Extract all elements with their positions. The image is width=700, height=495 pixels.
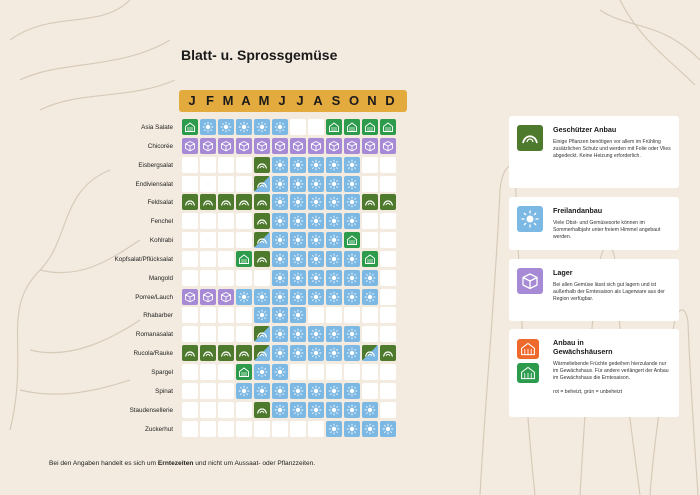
legend-text: Viele Obst- und Gemüsesorte können im Sommerhalbjahr unter freiem Himmel angebaut werden. bbox=[553, 220, 661, 241]
month-label: J bbox=[296, 93, 304, 108]
cell-freiland bbox=[344, 402, 360, 418]
cell-empty bbox=[218, 326, 234, 342]
cell-empty bbox=[326, 364, 342, 380]
cell-empty bbox=[236, 232, 252, 248]
cell-freiland bbox=[272, 213, 288, 229]
greenhouse-heated-icon bbox=[517, 339, 539, 359]
cell-empty bbox=[218, 270, 234, 286]
cell-empty bbox=[200, 176, 216, 192]
cell-empty bbox=[290, 364, 306, 380]
cell-empty bbox=[182, 307, 198, 323]
cell-empty bbox=[362, 232, 378, 248]
cell-freiland bbox=[236, 383, 252, 399]
legend-gewaechshaus bbox=[509, 329, 679, 417]
legend-lager bbox=[509, 259, 679, 321]
cell-geschuetzt bbox=[236, 345, 252, 361]
cell-empty bbox=[236, 326, 252, 342]
cell-empty bbox=[380, 383, 396, 399]
cell-geschuetzt bbox=[218, 194, 234, 210]
cell-empty bbox=[254, 421, 270, 437]
cell-empty bbox=[362, 307, 378, 323]
vegetable-label: Mangold bbox=[148, 274, 173, 282]
lettuce-sketch-top bbox=[10, 0, 180, 120]
cell-freiland bbox=[254, 119, 270, 135]
cell-empty bbox=[218, 232, 234, 248]
legend-title: Geschützer Anbau bbox=[553, 125, 617, 134]
calendar-row bbox=[182, 119, 398, 138]
cell-freiland bbox=[290, 402, 306, 418]
vegetable-label: Spinat bbox=[155, 387, 173, 395]
cell-empty bbox=[326, 307, 342, 323]
calendar-row bbox=[182, 251, 398, 270]
cell-freiland bbox=[290, 270, 306, 286]
cell-geschuetzt bbox=[182, 345, 198, 361]
cell-lager bbox=[272, 138, 288, 154]
cell-freiland bbox=[344, 421, 360, 437]
cell-freiland bbox=[362, 402, 378, 418]
cell-freiland bbox=[344, 194, 360, 210]
month-label: F bbox=[206, 93, 214, 108]
cell-gewaechshaus bbox=[344, 232, 360, 248]
leaf-sketch-top-right bbox=[600, 0, 700, 90]
page-title: Blatt- u. Sprossgemüse bbox=[181, 47, 338, 63]
calendar-row bbox=[182, 213, 398, 232]
cell-empty bbox=[182, 176, 198, 192]
cell-geschuetzt bbox=[200, 345, 216, 361]
calendar-row bbox=[182, 383, 398, 402]
cell-empty bbox=[218, 307, 234, 323]
cell-freiland bbox=[326, 194, 342, 210]
cell-empty bbox=[236, 402, 252, 418]
cell-freiland bbox=[308, 289, 324, 305]
cell-empty bbox=[182, 232, 198, 248]
box-icon bbox=[517, 268, 543, 294]
cell-empty bbox=[362, 213, 378, 229]
cell-freiland bbox=[272, 119, 288, 135]
cell-freiland bbox=[272, 364, 288, 380]
footnote-after: und nicht um Aussaat- oder Pflanzzeiten. bbox=[193, 460, 316, 467]
harvest-calendar-grid bbox=[182, 119, 398, 439]
cell-freiland bbox=[308, 213, 324, 229]
cell-empty bbox=[290, 119, 306, 135]
cell-empty bbox=[182, 251, 198, 267]
cell-freiland bbox=[254, 364, 270, 380]
cell-freiland bbox=[254, 307, 270, 323]
cell-freiland bbox=[290, 157, 306, 173]
cell-freiland bbox=[308, 345, 324, 361]
cell-freiland bbox=[218, 119, 234, 135]
cell-empty bbox=[200, 421, 216, 437]
month-label: A bbox=[313, 93, 323, 108]
cell-freiland bbox=[362, 421, 378, 437]
cell-empty bbox=[380, 326, 396, 342]
footnote-bold: Erntezeiten bbox=[157, 460, 194, 467]
cell-geschuetzt bbox=[254, 402, 270, 418]
cell-empty bbox=[308, 364, 324, 380]
cell-freiland bbox=[326, 232, 342, 248]
cell-freiland bbox=[326, 326, 342, 342]
cell-empty bbox=[380, 176, 396, 192]
cell-freiland bbox=[290, 213, 306, 229]
cell-freiland bbox=[326, 157, 342, 173]
cell-geschuetzt bbox=[182, 194, 198, 210]
cell-empty bbox=[236, 270, 252, 286]
cell-freiland bbox=[326, 345, 342, 361]
calendar-row bbox=[182, 270, 398, 289]
cell-empty bbox=[218, 421, 234, 437]
legend-title: Lager bbox=[553, 268, 573, 277]
greenhouse-unheated-icon bbox=[517, 363, 539, 383]
cell-lager bbox=[218, 289, 234, 305]
cell-geschuetzt bbox=[254, 157, 270, 173]
cell-empty bbox=[200, 232, 216, 248]
cell-empty bbox=[236, 213, 252, 229]
cell-lager bbox=[326, 138, 342, 154]
calendar-row bbox=[182, 402, 398, 421]
cell-empty bbox=[344, 307, 360, 323]
month-label: J bbox=[278, 93, 286, 108]
cell-empty bbox=[308, 307, 324, 323]
cell-freiland bbox=[308, 251, 324, 267]
cell-freiland bbox=[344, 383, 360, 399]
cell-freiland bbox=[308, 402, 324, 418]
cell-empty bbox=[218, 364, 234, 380]
vegetable-label: Zuckerhut bbox=[145, 425, 173, 433]
calendar-row bbox=[182, 176, 398, 195]
legend-text: Einige Pflanzen benötigen vor allem im Frühling zusätzlichen Schutz und werden mit Folie oder Vlies abgedeckt. Keine Heizung erforderlich. bbox=[553, 139, 671, 160]
cell-empty bbox=[182, 402, 198, 418]
cell-freiland bbox=[272, 307, 288, 323]
cell-freiland bbox=[290, 194, 306, 210]
month-label: S bbox=[331, 93, 341, 108]
vegetable-label: Feldsalat bbox=[147, 199, 173, 207]
cell-freiland bbox=[272, 289, 288, 305]
cell-freiland bbox=[272, 194, 288, 210]
cell-freiland bbox=[326, 251, 342, 267]
cell-empty bbox=[200, 251, 216, 267]
cell-empty bbox=[380, 157, 396, 173]
cell-geschuetzt-freiland bbox=[254, 326, 270, 342]
vegetable-label: Eisbergsalat bbox=[138, 161, 173, 169]
cell-geschuetzt bbox=[362, 194, 378, 210]
cell-geschuetzt bbox=[380, 194, 396, 210]
vegetable-label: Porree/Lauch bbox=[135, 293, 173, 301]
cell-empty bbox=[200, 326, 216, 342]
vegetable-label: Chicorée bbox=[147, 142, 173, 150]
cell-lager bbox=[218, 138, 234, 154]
cell-freiland bbox=[326, 213, 342, 229]
cell-freiland bbox=[272, 270, 288, 286]
cell-gewaechshaus bbox=[326, 119, 342, 135]
cell-empty bbox=[218, 176, 234, 192]
cell-freiland bbox=[326, 402, 342, 418]
cell-freiland bbox=[344, 289, 360, 305]
cell-freiland bbox=[308, 232, 324, 248]
vegetable-label: Spargel bbox=[151, 368, 173, 376]
cell-freiland bbox=[254, 289, 270, 305]
calendar-row bbox=[182, 138, 398, 157]
cell-freiland bbox=[290, 383, 306, 399]
cell-gewaechshaus bbox=[236, 251, 252, 267]
cell-empty bbox=[308, 421, 324, 437]
cell-freiland bbox=[290, 251, 306, 267]
cell-lager bbox=[182, 138, 198, 154]
cell-gewaechshaus bbox=[362, 251, 378, 267]
cell-empty bbox=[182, 213, 198, 229]
vegetable-label: Kohlrabi bbox=[149, 237, 173, 245]
cell-freiland bbox=[326, 383, 342, 399]
cell-freiland bbox=[308, 270, 324, 286]
cell-geschuetzt-freiland bbox=[254, 176, 270, 192]
calendar-row bbox=[182, 194, 398, 213]
cell-empty bbox=[200, 402, 216, 418]
cell-empty bbox=[182, 270, 198, 286]
vegetable-label: Rucola/Rauke bbox=[133, 350, 173, 358]
cell-empty bbox=[218, 383, 234, 399]
cell-freiland bbox=[308, 157, 324, 173]
cell-gewaechshaus bbox=[380, 119, 396, 135]
cell-freiland bbox=[344, 270, 360, 286]
cell-empty bbox=[380, 213, 396, 229]
cell-freiland bbox=[290, 289, 306, 305]
cell-geschuetzt-freiland bbox=[362, 345, 378, 361]
cell-lager bbox=[362, 138, 378, 154]
month-label: M bbox=[258, 93, 270, 108]
cell-empty bbox=[236, 157, 252, 173]
cell-empty bbox=[218, 213, 234, 229]
cell-geschuetzt-freiland bbox=[254, 232, 270, 248]
cell-freiland bbox=[362, 289, 378, 305]
cell-freiland bbox=[236, 119, 252, 135]
cell-freiland bbox=[290, 345, 306, 361]
cell-lager bbox=[200, 289, 216, 305]
cell-freiland bbox=[254, 383, 270, 399]
month-label: J bbox=[188, 93, 196, 108]
cell-geschuetzt bbox=[236, 194, 252, 210]
cell-empty bbox=[182, 326, 198, 342]
footnote bbox=[49, 460, 315, 467]
cell-geschuetzt bbox=[380, 345, 396, 361]
cell-empty bbox=[344, 364, 360, 380]
month-label: D bbox=[385, 93, 395, 108]
cell-empty bbox=[236, 421, 252, 437]
calendar-row bbox=[182, 326, 398, 345]
cell-lager bbox=[380, 138, 396, 154]
footnote-before: Bei den Angaben handelt es sich um bbox=[49, 460, 158, 467]
calendar-row bbox=[182, 364, 398, 383]
cell-freiland bbox=[344, 326, 360, 342]
cell-freiland bbox=[290, 307, 306, 323]
legend-title: Anbau in Gewächshäusern bbox=[553, 338, 613, 356]
cell-freiland bbox=[272, 383, 288, 399]
cell-freiland bbox=[344, 176, 360, 192]
cell-freiland bbox=[326, 421, 342, 437]
cell-empty bbox=[200, 383, 216, 399]
cell-freiland bbox=[290, 176, 306, 192]
calendar-row bbox=[182, 307, 398, 326]
cell-empty bbox=[272, 421, 288, 437]
cell-gewaechshaus bbox=[182, 119, 198, 135]
cell-empty bbox=[218, 251, 234, 267]
calendar-row bbox=[182, 421, 398, 440]
cell-freiland bbox=[308, 194, 324, 210]
cell-empty bbox=[236, 176, 252, 192]
cell-empty bbox=[380, 251, 396, 267]
cell-empty bbox=[362, 157, 378, 173]
cell-freiland bbox=[272, 345, 288, 361]
vegetable-label: Rhabarber bbox=[143, 312, 173, 320]
cell-lager bbox=[290, 138, 306, 154]
cell-freiland bbox=[344, 345, 360, 361]
calendar-row bbox=[182, 157, 398, 176]
month-label: N bbox=[367, 93, 377, 108]
cell-empty bbox=[200, 364, 216, 380]
cell-freiland bbox=[380, 421, 396, 437]
cell-empty bbox=[362, 176, 378, 192]
calendar-row bbox=[182, 232, 398, 251]
cell-empty bbox=[200, 270, 216, 286]
cell-empty bbox=[308, 119, 324, 135]
cell-geschuetzt bbox=[254, 251, 270, 267]
vegetable-label: Endiviensalat bbox=[135, 180, 173, 188]
cell-lager bbox=[236, 138, 252, 154]
vegetable-label: Kopfsalat/Pflücksalat bbox=[114, 255, 173, 263]
cell-lager bbox=[308, 138, 324, 154]
cell-empty bbox=[380, 402, 396, 418]
cell-empty bbox=[218, 157, 234, 173]
cell-geschuetzt bbox=[200, 194, 216, 210]
cell-freiland bbox=[272, 251, 288, 267]
cell-empty bbox=[380, 307, 396, 323]
cell-geschuetzt bbox=[254, 213, 270, 229]
vegetable-label: Asia Salate bbox=[141, 124, 173, 131]
legend-freiland bbox=[509, 197, 679, 250]
cell-freiland bbox=[362, 270, 378, 286]
cell-freiland bbox=[326, 270, 342, 286]
cell-freiland bbox=[272, 402, 288, 418]
cell-empty bbox=[362, 383, 378, 399]
cell-freiland bbox=[344, 251, 360, 267]
cell-empty bbox=[182, 364, 198, 380]
cell-freiland bbox=[236, 289, 252, 305]
cell-empty bbox=[362, 326, 378, 342]
cell-empty bbox=[182, 421, 198, 437]
cell-empty bbox=[182, 157, 198, 173]
month-label: M bbox=[222, 93, 234, 108]
cell-freiland bbox=[344, 157, 360, 173]
cell-freiland bbox=[308, 383, 324, 399]
cell-empty bbox=[380, 364, 396, 380]
vegetable-label: Staudensellerie bbox=[129, 406, 173, 414]
cell-freiland bbox=[308, 326, 324, 342]
tunnel-icon bbox=[517, 125, 543, 151]
month-header bbox=[179, 90, 407, 112]
legend-text: Bei allen Gemüse lässt sich gut lagern und ist außerhalb der Erntesaison als Lagerware aus der Region verfügbar. bbox=[553, 282, 665, 303]
cell-geschuetzt bbox=[254, 194, 270, 210]
cell-empty bbox=[380, 270, 396, 286]
cell-empty bbox=[200, 157, 216, 173]
cell-freiland bbox=[326, 176, 342, 192]
cell-empty bbox=[362, 364, 378, 380]
cell-freiland bbox=[200, 119, 216, 135]
cell-lager bbox=[182, 289, 198, 305]
month-label: A bbox=[241, 93, 251, 108]
cell-lager bbox=[200, 138, 216, 154]
calendar-row bbox=[182, 289, 398, 308]
cell-empty bbox=[236, 307, 252, 323]
vegetable-label: Fenchel bbox=[150, 218, 173, 226]
cell-freiland bbox=[272, 232, 288, 248]
legend-text: Wärmeliebende Früchte gedeihen hierzulande nur im Gewächshaus. Für andere verlängert der Anbau im Gewächshaus die Erntesaison. bbox=[553, 361, 669, 382]
legend-note: rot = beheizt, grün = unbeheizt bbox=[553, 388, 623, 395]
cell-freiland bbox=[344, 213, 360, 229]
cell-empty bbox=[182, 383, 198, 399]
cell-empty bbox=[218, 402, 234, 418]
cell-empty bbox=[380, 232, 396, 248]
cell-freiland bbox=[290, 232, 306, 248]
cell-empty bbox=[254, 270, 270, 286]
cell-freiland bbox=[272, 176, 288, 192]
cell-geschuetzt bbox=[218, 345, 234, 361]
sun-icon bbox=[517, 206, 543, 232]
cell-lager bbox=[344, 138, 360, 154]
cell-gewaechshaus bbox=[344, 119, 360, 135]
calendar-row bbox=[182, 345, 398, 364]
cell-empty bbox=[380, 289, 396, 305]
cell-lager bbox=[254, 138, 270, 154]
cell-freiland bbox=[272, 157, 288, 173]
cell-gewaechshaus bbox=[236, 364, 252, 380]
cell-geschuetzt-freiland bbox=[254, 345, 270, 361]
cell-empty bbox=[200, 213, 216, 229]
legend-title: Freilandanbau bbox=[553, 206, 603, 215]
cell-gewaechshaus bbox=[362, 119, 378, 135]
legend-geschuetzt bbox=[509, 116, 679, 188]
cell-freiland bbox=[326, 289, 342, 305]
cell-freiland bbox=[290, 326, 306, 342]
vegetable-label: Romanasalat bbox=[135, 331, 173, 339]
cell-freiland bbox=[272, 326, 288, 342]
month-label: O bbox=[348, 93, 360, 108]
cell-empty bbox=[200, 307, 216, 323]
cell-empty bbox=[290, 421, 306, 437]
vegetable-labels bbox=[60, 119, 173, 439]
cell-freiland bbox=[308, 176, 324, 192]
